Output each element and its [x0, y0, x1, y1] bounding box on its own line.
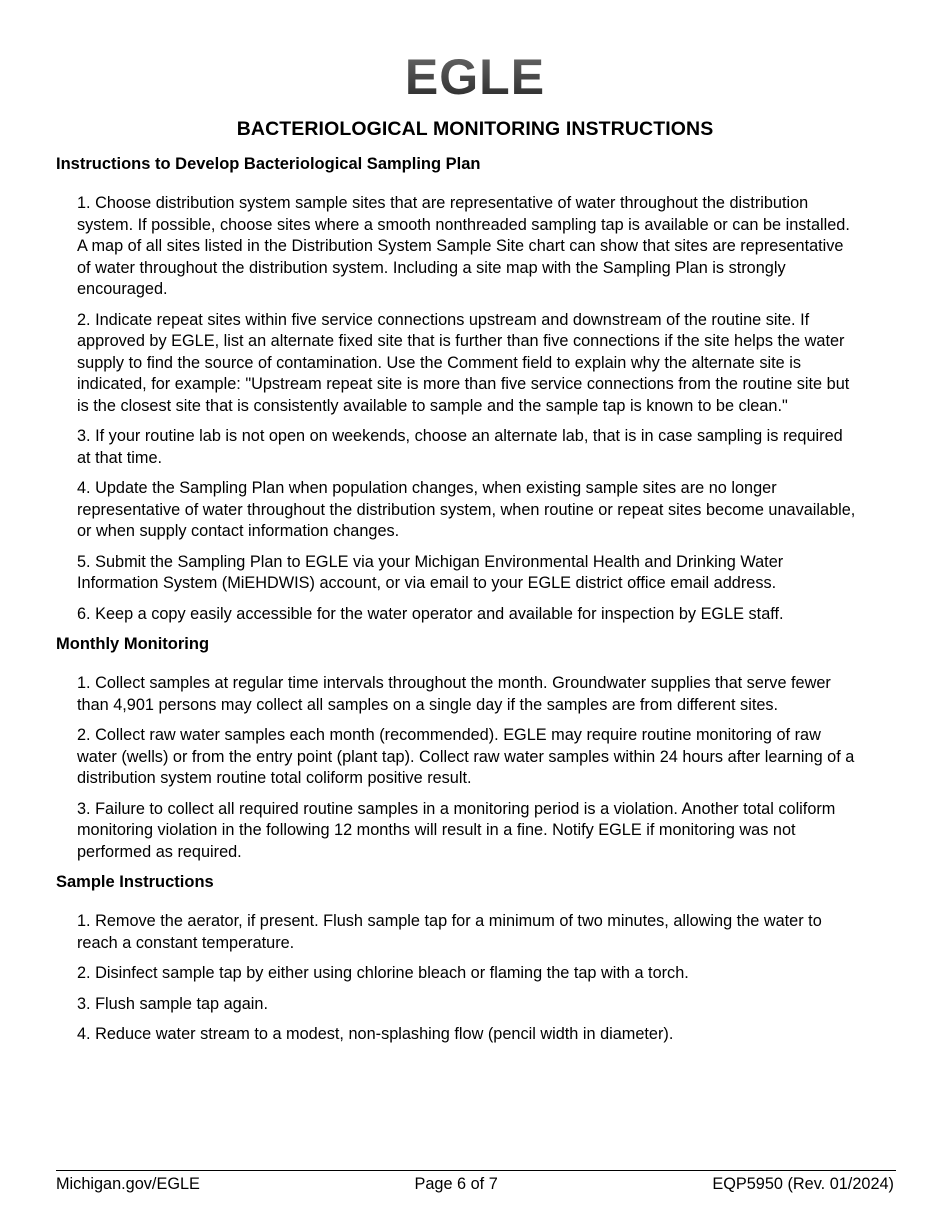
- list-item: 1. Choose distribution system sample sites that are representative of water throughout the distribution system. If possible, choose sites where a smooth nonthreaded sampling tap is available or can be installed. A map of all sites listed in the Distribution System Sample Site chart can show that sites are representative of water throughout the distribution system. Including a site map with the Sampling Plan is strongly encouraged.: [77, 194, 850, 298]
- section-monthly-monitoring: [56, 633, 856, 863]
- section-sample-instructions: [56, 871, 856, 1046]
- section-heading: Sample Instructions: [56, 873, 214, 891]
- section-sampling-plan: [56, 153, 856, 625]
- egle-logo: [0, 52, 950, 103]
- list-item: 1. Remove the aerator, if present. Flush sample tap for a minimum of two minutes, allowing the water to reach a constant temperature.: [77, 912, 822, 952]
- list-item: 4. Update the Sampling Plan when population changes, when existing sample sites are no longer representative of water throughout the distribution system, when routine or repeat sites become unavailable, or when supply contact information changes.: [77, 479, 856, 540]
- list-item: 3. Failure to collect all required routine samples in a monitoring period is a violation. Another total coliform monitoring violation in the following 12 months will result in a fine. Notify EGLE if monitoring was not performed as required.: [77, 799, 836, 861]
- list-item: 6. Keep a copy easily accessible for the water operator and available for inspection by EGLE staff.: [77, 604, 784, 623]
- list-item: 3. If your routine lab is not open on weekends, choose an alternate lab, that is in case sampling is required at that time.: [77, 427, 843, 467]
- document-body: [56, 153, 856, 1055]
- list-item: 2. Collect raw water samples each month (recommended). EGLE may require routine monitoring of raw water (wells) or from the entry point (plant tap). Collect raw water samples within 24 hours after learning of a distribution system routine total coliform positive result.: [77, 726, 855, 787]
- footer-page-number: Page 6 of 7: [414, 1175, 498, 1193]
- footer-website: Michigan.gov/EGLE: [56, 1175, 200, 1193]
- list-item: 2. Disinfect sample tap by either using chlorine bleach or flaming the tap with a torch.: [77, 964, 689, 982]
- list-item: 2. Indicate repeat sites within five service connections upstream and downstream of the routine site. If approved by EGLE, list an alternate fixed site that is further than five connections if the site helps the water supply to find the source of contamination. Use the Comment field to explain why the alternate site is indicated, for example: "Upstream repeat site is more than five service connections from the routine site but is the closest site that is consistently available to sample and the sample tap is known to be clean.": [77, 310, 850, 415]
- footer-form-number: EQP5950 (Rev. 01/2024): [712, 1175, 894, 1193]
- page-footer: [56, 1173, 894, 1195]
- section-heading: Instructions to Develop Bacteriological Sampling Plan: [56, 155, 481, 173]
- list-item: 3. Flush sample tap again.: [77, 994, 268, 1013]
- list-item: 1. Collect samples at regular time intervals throughout the month. Groundwater supplies that serve fewer than 4,901 persons may collect all samples on a single day if the samples are from different sites.: [77, 674, 831, 714]
- section-heading: Monthly Monitoring: [56, 635, 210, 653]
- footer-divider: [56, 1170, 896, 1171]
- page-title: BACTERIOLOGICAL MONITORING INSTRUCTIONS: [236, 118, 714, 140]
- list-item: 5. Submit the Sampling Plan to EGLE via your Michigan Environmental Health and Drinking Water Information System (MiEHDWIS) account, or via email to your EGLE district office email address.: [77, 552, 784, 592]
- logo-text: EGLE: [404, 52, 546, 98]
- list-item: 4. Reduce water stream to a modest, non-splashing flow (pencil width in diameter).: [77, 1025, 674, 1043]
